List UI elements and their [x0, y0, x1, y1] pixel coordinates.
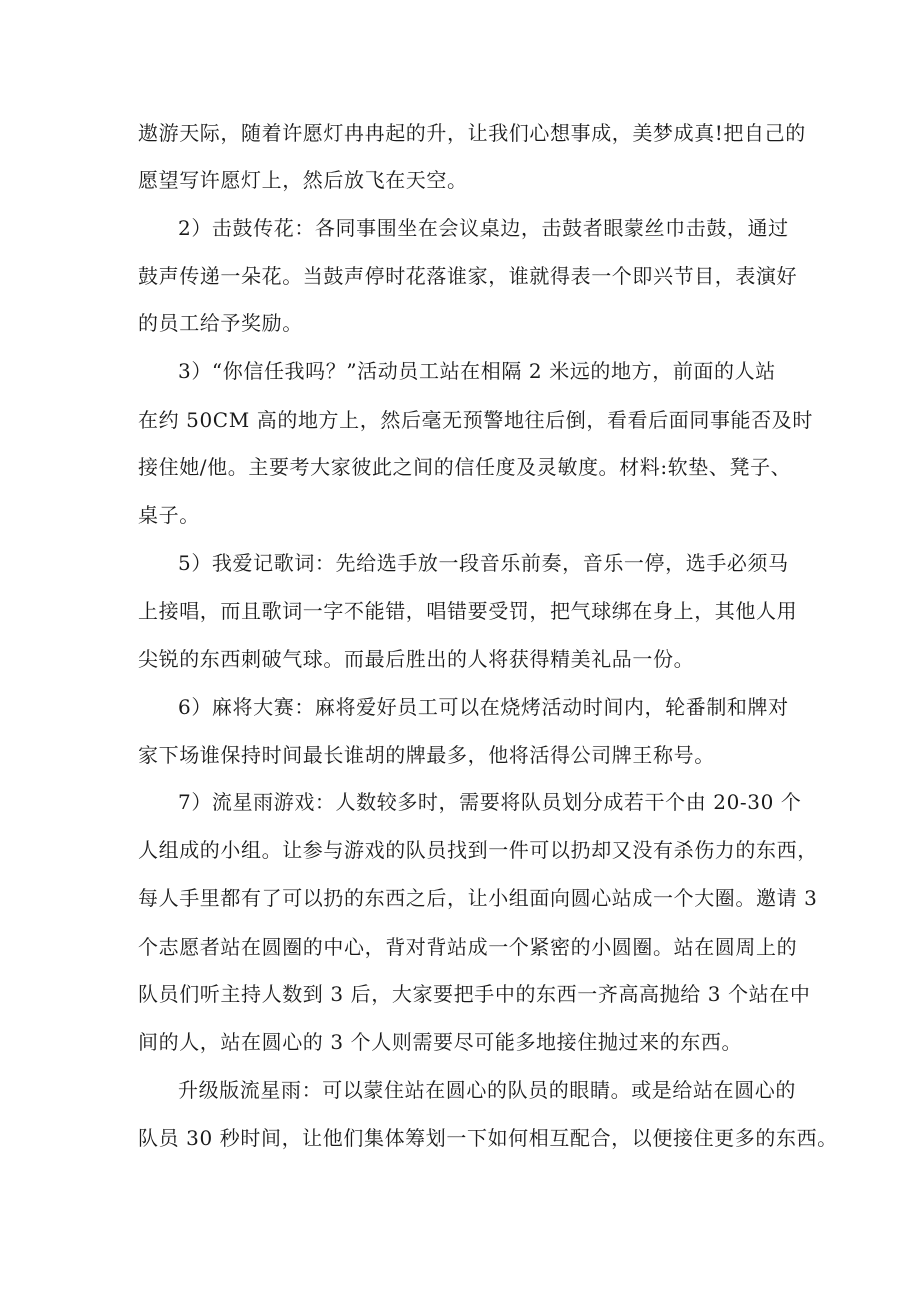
- paragraph-line: 愿望写许愿灯上，然后放飞在天空。: [138, 168, 468, 192]
- paragraph-line: 在约 50CM 高的地方上，然后毫无预警地往后倒，看看后面同事能否及时: [138, 408, 813, 432]
- paragraph-line: 的员工给予奖励。: [138, 311, 303, 335]
- paragraph-line: 鼓声传递一朵花。当鼓声停时花落谁家，谁就得表一个即兴节目，表演好: [138, 264, 798, 288]
- paragraph-line: 上接唱，而且歌词一字不能错，唱错要受罚，把气球绑在身上，其他人用: [138, 599, 798, 623]
- paragraph-line: 接住她/他。主要考大家彼此之间的信任度及灵敏度。材料:软垫、凳子、: [138, 455, 792, 479]
- paragraph-line: 7）流星雨游戏：人数较多时，需要将队员划分成若干个由 20-30 个: [178, 790, 802, 814]
- paragraph-line: 6）麻将大赛：麻将爱好员工可以在烧烤活动时间内，轮番制和牌对: [178, 695, 789, 719]
- paragraph-line: 个志愿者站在圆圈的中心，背对背站成一个紧密的小圆圈。站在圆周上的: [138, 935, 798, 959]
- paragraph-line: 升级版流星雨：可以蒙住站在圆心的队员的眼睛。或是给站在圆心的: [178, 1078, 796, 1102]
- paragraph-line: 3）“你信任我吗？”活动员工站在相隔 2 米远的地方，前面的人站: [178, 359, 776, 383]
- paragraph-line: 家下场谁保持时间最长谁胡的牌最多，他将活得公司牌王称号。: [138, 743, 715, 767]
- paragraph-line: 间的人，站在圆心的 3 个人则需要尽可能多地接住抛过来的东西。: [138, 1030, 743, 1054]
- paragraph-line: 队员们听主持人数到 3 后，大家要把手中的东西一齐高高抛给 3 个站在中: [138, 982, 811, 1006]
- paragraph-line: 5）我爱记歌词：先给选手放一段音乐前奏，音乐一停，选手必须马: [178, 551, 789, 575]
- paragraph-line: 人组成的小组。让参与游戏的队员找到一件可以扔却又没有杀伤力的东西，: [138, 838, 818, 862]
- paragraph-line: 队员 30 秒时间，让他们集体筹划一下如何相互配合，以便接住更多的东西。: [138, 1126, 838, 1150]
- paragraph-line: 桌子。: [138, 503, 200, 527]
- paragraph-line: 尖锐的东西刺破气球。而最后胜出的人将获得精美礼品一份。: [138, 647, 695, 671]
- paragraph-line: 每人手里都有了可以扔的东西之后，让小组面向圆心站成一个大圈。邀请 3: [138, 886, 818, 910]
- paragraph-line: 遨游天际，随着许愿灯冉冉起的升，让我们心想事成，美梦成真!把自己的: [138, 121, 806, 145]
- paragraph-line: 2）击鼓传花：各同事围坐在会议桌边，击鼓者眼蒙丝巾击鼓，通过: [178, 216, 789, 240]
